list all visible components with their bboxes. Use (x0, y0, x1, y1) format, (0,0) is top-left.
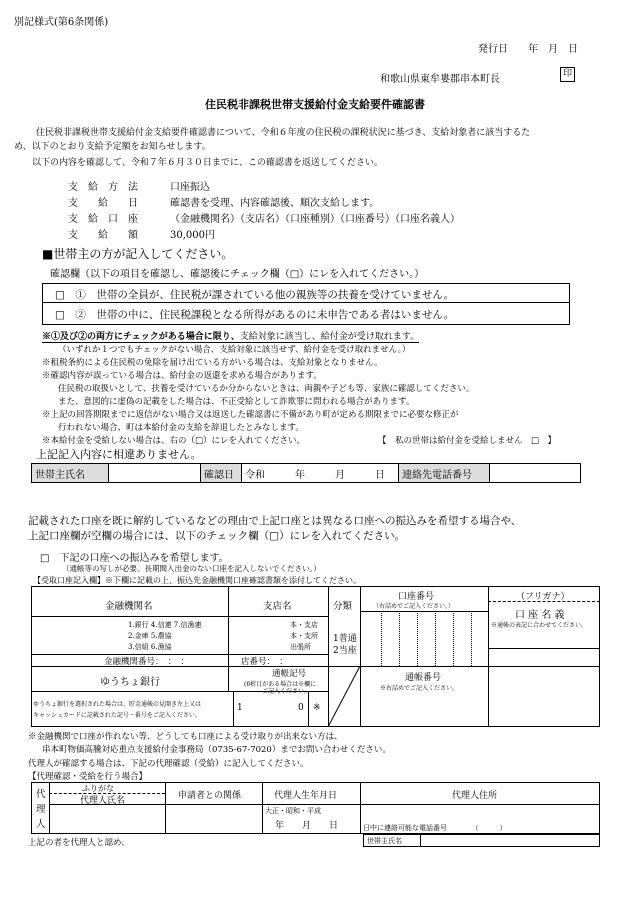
section-heading: ■世帯主の方が記入してください。 (42, 247, 234, 261)
note-9: ※本給付金を受給しない場合は、右の（□）にレを入れてください。 (42, 436, 306, 446)
intro-line-1: 住民税非課税世帯支援給付金支給要件確認書について、令和６年度の住民税の課税状況に基づき、支給対象者に該当するた (36, 128, 531, 138)
passbook-number-note: ※右詰めでご記入ください。 (380, 685, 459, 692)
check-instruction: 確認欄（以下の項目を確認し、確認後にチェック欄（□）にレを入れてください。） (50, 269, 425, 280)
payment-account-label: 支 給 口 座 (68, 214, 138, 225)
issuer: 和歌山県東牟婁郡串本町長 (380, 74, 500, 85)
payment-amount-label: 支 給 額 (68, 230, 138, 241)
note-2: （いずれか１つでもチェックがない場合、支給対象に該当せず、給付金を受け取れません。） (58, 345, 411, 355)
note-4: ※確認内容が誤っている場合は、給付金の返還を求める場合があります。 (42, 371, 322, 381)
passbook-symbol-note-2: ご記入ください。 (262, 688, 311, 695)
check-divider (42, 302, 570, 303)
proxy-approval: 上記の者を代理人と認め、 (28, 838, 130, 848)
yucho-note-2: キャッシュカードに記載された記号・番号をご記入ください。 (33, 712, 201, 719)
confirm-table (31, 463, 581, 483)
confirm-statement: 上記記入内容に相違ありません。 (36, 448, 202, 461)
foot-note-4: 【代理確認・受給を行う場合】 (28, 772, 148, 782)
head-name-field[interactable] (109, 464, 201, 483)
note-7: ※上記の回答期限までに返信がない場合又は返送した確認書に不備があり町が定める期限までに必要な修正が (42, 410, 459, 420)
note-3: ※租税条約による住民税の免除を届け出ている方がいる場合は、支給対象となりません。 (42, 358, 383, 368)
proxy-furigana: ふりがな (82, 784, 114, 793)
branch-types-2: 本・支所 (290, 632, 318, 640)
proxy-address-header: 代理人住所 (452, 791, 498, 801)
holder-header: 口 座 名 義 (515, 610, 565, 621)
proxy-birth-header: 代理人生年月日 (274, 791, 338, 801)
note-8: 行われない場合、町は本給付金の支給を辞退したとみなします。 (58, 423, 304, 433)
proxy-side-label: 代理人 (36, 789, 46, 830)
payment-date-value: 確認書を受理、内容確認後、順次支給します。 (170, 198, 380, 209)
payment-method-value: 口座振込 (170, 182, 210, 193)
phone-field[interactable] (490, 464, 581, 483)
foot-note-1: ※金融機関で口座が作れない等、どうしても口座による受け取りが出来ない方は、 (28, 732, 343, 742)
intro-line-3: 以下の内容を確認して、令和７年６月３０日までに、この確認書を返送してください。 (32, 158, 383, 168)
note-5: 住民税の取扱いとして、扶養を受けているか分からないときは、両親や子ども等、家族に確認してください。 (58, 384, 475, 394)
confirm-date-field[interactable]: 令和 年 月 日 (242, 464, 399, 483)
slash-mark (328, 666, 360, 727)
payment-amount-value: 30,000円 (170, 230, 215, 241)
seal-stamp: 印 (560, 67, 575, 82)
branch-header: 支店名 (263, 601, 292, 612)
change-checkbox[interactable]: □ 下記の口座への振込みを希望します。 (40, 553, 229, 564)
decline-checkbox[interactable]: 【 私の世帯は給付金を受給しません □ 】 (378, 436, 557, 446)
proxy-eras[interactable]: 大正・昭和・平成 (265, 807, 321, 815)
head-name-label: 世帯主氏名 (32, 464, 109, 483)
symbol-mark: ※ (313, 703, 321, 713)
branch-types-3: 出張所 (290, 643, 311, 651)
note-condition-bold: ※①及び②の両方にチェックがある場合に限り、 (42, 332, 240, 342)
yucho-label: ゆうちょ銀行 (100, 677, 160, 688)
form-number: 別記様式(第6条関係) (14, 17, 109, 28)
yucho-note-1: ゆうちょ銀行を選択された場合は、貯金通帳の見開き左上又は (33, 701, 202, 708)
furigana-header: （フリガナ） (516, 592, 570, 602)
intro-line-2: め、以下のとおり支給予定額をお知らせします。 (14, 142, 211, 152)
type-current[interactable]: 2当座 (333, 646, 357, 656)
check-item-1[interactable]: □ ① 世帯の全員が、住民税が課されている他の親族等の扶養を受けていません。 (55, 289, 455, 301)
check-item-2[interactable]: □ ② 世帯の中に、住民税課税となる所得があるのに未申告である者はいません。 (55, 309, 455, 321)
passbook-symbol-note: (6桁目がある場合は※欄に (244, 681, 317, 688)
branch-code[interactable]: 店番号： ： (241, 657, 288, 667)
bank-name-header: 金融機関名 (105, 601, 153, 612)
proxy-name-header: 代理人氏名 (80, 796, 126, 806)
proxy-phone[interactable]: 日中に連絡可能な電話番号 （ ） (363, 824, 507, 832)
bank-code[interactable]: 金融機関番号： ： ： (104, 657, 190, 667)
footer-head-name-label: 世帯主氏名 (367, 837, 402, 845)
change-para-2: 上記口座欄が空欄の場合には、以下のチェック欄（□）にレを入れてください。 (28, 530, 406, 542)
payment-account-value: （金融機関名）（支店名）（口座種別）（口座番号）（口座名義人） (170, 214, 460, 225)
branch-types-1: 本・支店 (290, 621, 318, 629)
change-para-1: 記載された口座を既に解約しているなどの理由で上記口座とは異なる口座への振込みを希望する場合や、 (28, 515, 522, 527)
phone-label: 連絡先電話番号 (399, 464, 490, 483)
confirm-date-label: 確認日 (201, 464, 242, 483)
passbook-number-header: 通帳番号 (405, 673, 442, 683)
foot-note-2: 串本町物価高騰対応重点支援給付金事務局（0735-67-7020）までお問い合わせください。 (42, 745, 391, 755)
document-title: 住民税非課税世帯支援給付金支給要件確認書 (205, 98, 425, 111)
type-header: 分類 (333, 601, 353, 612)
account-no-header: 口座番号 (398, 592, 435, 602)
type-ordinary[interactable]: 1普通 (333, 634, 357, 644)
bank-types-2: 2.金庫 5.農協 (128, 632, 172, 640)
passbook-symbol-header: 通帳記号 (272, 669, 307, 679)
symbol-last-digit: 0 (298, 703, 304, 713)
payment-method-label: 支 給 方 法 (68, 182, 138, 193)
note-condition: 支給対象に該当し、給付金が受け取れます。 (239, 332, 420, 342)
symbol-first-digit: 1 (237, 703, 243, 713)
foot-note-3: 代理人が確認する場合は、下記の代理確認（受給）に記入してください。 (28, 759, 309, 769)
account-info: 【受取口座記入欄】※下欄に記載の上、振込先金融機関口座確認書類を添付してください。 (33, 576, 361, 585)
issue-date: 発行日 年 月 日 (478, 44, 578, 55)
bank-types-3: 3.信組 6.漁協 (128, 643, 172, 651)
bank-types-1: 1.銀行 4.信連 7.信漁連 (128, 621, 202, 629)
proxy-relation-header: 申請者との関係 (178, 791, 242, 801)
account-no-note: （右詰めでご記入ください。） (373, 603, 455, 610)
change-check-note: （通帳等の写しが必要。長期間入出金のない口座を記入しないでください。） (62, 564, 321, 573)
proxy-ymd[interactable]: 年 月 日 (275, 821, 339, 831)
note-6: また、意図的に虚偽の記載をした場合は、不正受給として詐欺罪に問われる場合があります。 (58, 397, 415, 407)
payment-date-label: 支 給 日 (68, 198, 138, 209)
holder-note: ※通帳の表記に合わせてください。 (491, 622, 588, 629)
